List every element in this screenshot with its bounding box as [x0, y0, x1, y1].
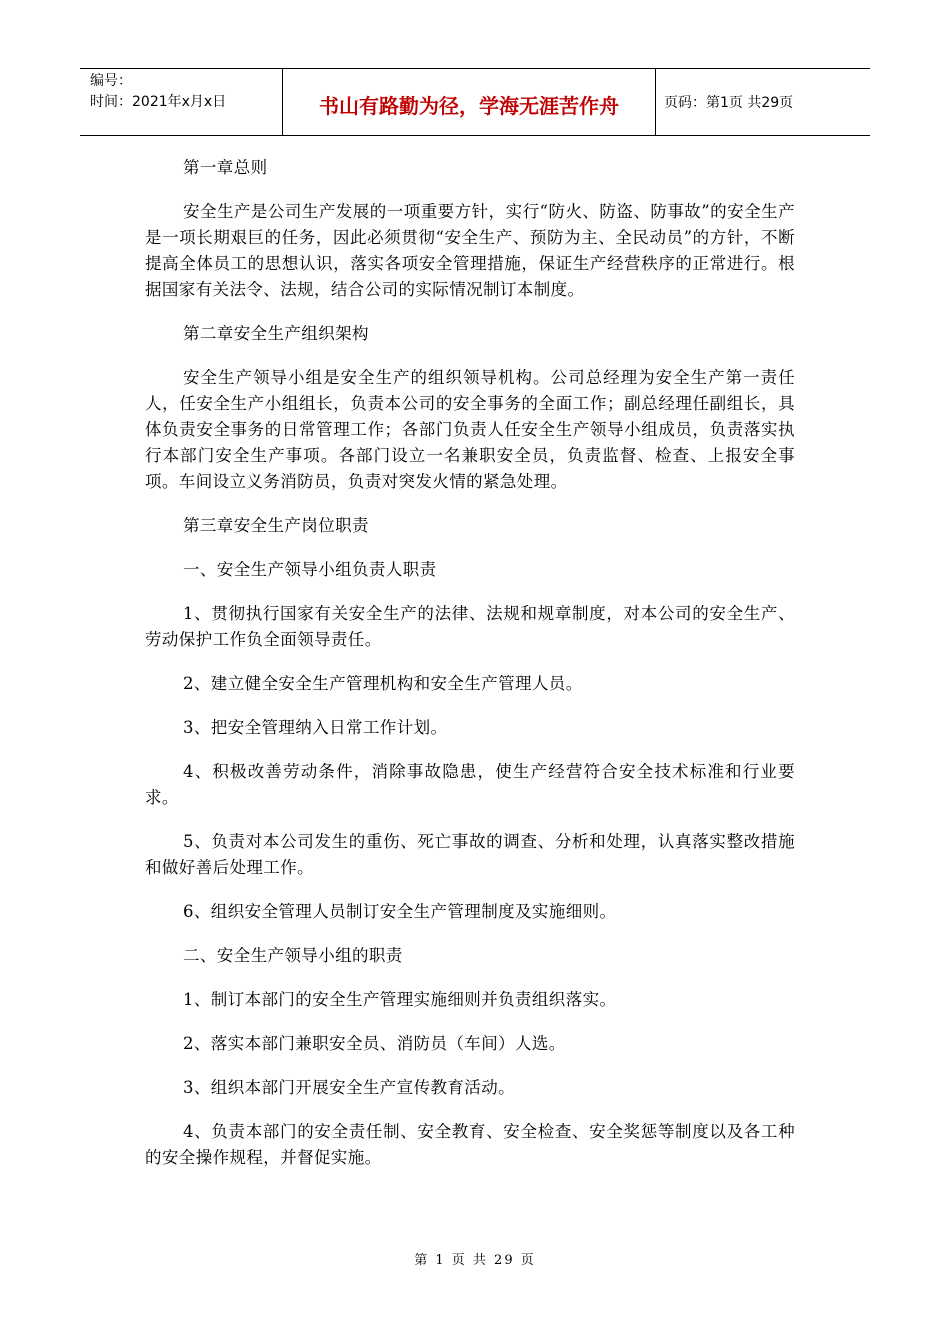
document-number-label: 编号：: [90, 73, 132, 89]
section-heading: 一、安全生产领导小组负责人职责: [183, 560, 437, 579]
list-item: 5、负责对本公司发生的重伤、死亡事故的调查、分析和处理，认真落实整改措施和做好善后处理工作。: [145, 832, 795, 877]
list-item: 4、积极改善劳动条件，消除事故隐患，使生产经营符合安全技术标准和行业要求。: [145, 762, 795, 807]
page-header: [80, 68, 870, 136]
list-item: 6、组织安全管理人员制订安全生产管理制度及实施细则。: [183, 902, 617, 921]
list-item: 1、贯彻执行国家有关安全生产的法律、法规和规章制度，对本公司的安全生产、劳动保护工作负全面领导责任。: [145, 604, 795, 649]
list-item: 2、落实本部门兼职安全员、消防员（车间）人选。: [183, 1034, 566, 1053]
body-paragraph: 安全生产是公司生产发展的一项重要方针，实行“防火、防盗、防事故”的安全生产是一项长期艰巨的任务，因此必须贯彻“安全生产、预防为主、全民动员”的方针，不断提高全体员工的思想认识，落实各项安全管理措施，保证生产经营秩序的正常进行。根据国家有关法令、法规，结合公司的实际情况制订本制度。: [145, 202, 795, 299]
header-slogan: 书山有路勤为径，学海无涯苦作舟: [283, 69, 656, 135]
list-item: 2、建立健全安全生产管理机构和安全生产管理人员。: [183, 674, 583, 693]
header-page-info: 页码：第1页 共29页: [664, 95, 794, 111]
list-item: 3、组织本部门开展安全生产宣传教育活动。: [183, 1078, 515, 1097]
section-heading: 二、安全生产领导小组的职责: [183, 946, 403, 965]
list-item: 3、把安全管理纳入日常工作计划。: [183, 718, 448, 737]
chapter-heading: 第二章安全生产组织架构: [183, 324, 369, 343]
list-item: 1、制订本部门的安全生产管理实施细则并负责组织落实。: [183, 990, 617, 1009]
chapter-heading: 第一章总则: [183, 158, 268, 177]
document-body: [145, 155, 795, 1189]
body-paragraph: 安全生产领导小组是安全生产的组织领导机构。公司总经理为安全生产第一责任人，任安全生产小组组长，负责本公司的安全事务的全面工作；副总经理任副组长，具体负责安全事务的日常管理工作；各部门负责人任安全生产领导小组成员，负责落实执行本部门安全生产事项。各部门设立一名兼职安全员，负责监督、检查、上报安全事项。车间设立义务消防员，负责对突发火情的紧急处理。: [145, 368, 795, 491]
chapter-heading: 第三章安全生产岗位职责: [183, 516, 369, 535]
page-footer: 第 1 页 共 29 页: [414, 1253, 536, 1268]
list-item: 4、负责本部门的安全责任制、安全教育、安全检查、安全奖惩等制度以及各工种的安全操作规程，并督促实施。: [145, 1122, 795, 1167]
header-meta: [80, 69, 283, 135]
document-time: 时间：2021年x月x日: [90, 94, 227, 110]
